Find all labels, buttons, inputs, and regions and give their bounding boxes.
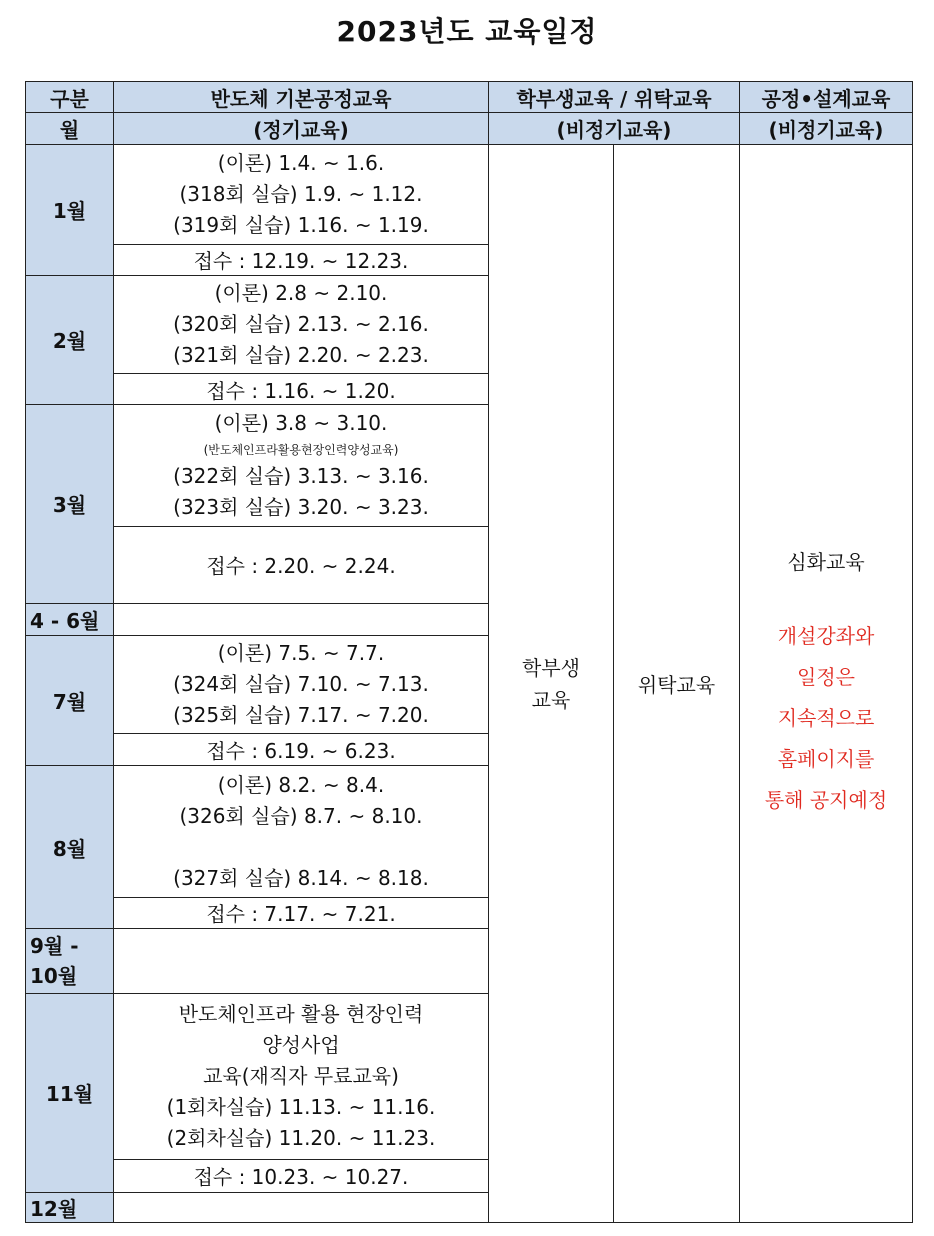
month-aug: 8월: [26, 766, 114, 929]
jul-reception: 접수 : 6.19. ~ 6.23.: [114, 734, 489, 766]
jan-reception: 접수 : 12.19. ~ 12.23.: [114, 244, 489, 275]
header-basic-sub: (정기교육): [114, 113, 489, 145]
undergrad-line: 학부생: [522, 655, 580, 680]
header-gubun: 구분: [26, 82, 114, 113]
jul-schedule: [114, 635, 489, 733]
schedule-line: (이론) 2.8 ~ 2.10.: [214, 280, 388, 305]
aug-reception: 접수 : 7.17. ~ 7.21.: [114, 897, 489, 928]
notice-line: 일정은: [797, 665, 855, 690]
month-apr-jun: 4 - 6월: [26, 603, 114, 635]
month-jan: 1월: [26, 145, 114, 275]
notice-line: 통해 공지예정: [764, 788, 888, 813]
schedule-line: 교육(재직자 무료교육): [203, 1063, 399, 1088]
mar-reception: 접수 : 2.20. ~ 2.24.: [114, 526, 489, 603]
consign-education-cell: 위탁교육: [614, 145, 740, 1223]
feb-reception: 접수 : 1.16. ~ 1.20.: [114, 373, 489, 404]
nov-schedule: [114, 994, 489, 1160]
notice-line: 지속적으로: [777, 706, 875, 731]
month-nov: 11월: [26, 994, 114, 1193]
advanced-notice: [740, 616, 912, 821]
schedule-note: (반도체인프라활용현장인력양성교육): [203, 442, 399, 457]
mar-schedule: [114, 405, 489, 526]
header-undergrad-consign: 학부생교육 / 위탁교육: [489, 82, 740, 113]
month-sep-oct-line: 9월 -: [30, 933, 79, 958]
schedule-line: (321회 실습) 2.20. ~ 2.23.: [173, 342, 429, 367]
schedule-line: (323회 실습) 3.20. ~ 3.23.: [173, 494, 429, 519]
schedule-line: (이론) 7.5. ~ 7.7.: [217, 641, 385, 666]
header-month: 월: [26, 113, 114, 145]
header-row-1: [26, 82, 913, 113]
notice-line: 개설강좌와: [777, 624, 875, 649]
month-sep-oct-line: 10월: [30, 963, 78, 988]
schedule-line: (320회 실습) 2.13. ~ 2.16.: [173, 311, 429, 336]
schedule-table: [25, 81, 913, 1223]
sep-oct-empty: [114, 928, 489, 993]
schedule-line: (322회 실습) 3.13. ~ 3.16.: [173, 463, 429, 488]
month-jul: 7월: [26, 635, 114, 765]
page-title: 2023년도 교육일정: [336, 15, 598, 48]
schedule-line: 양성사업: [262, 1032, 340, 1057]
schedule-line: (326회 실습) 8.7. ~ 8.10.: [179, 803, 423, 828]
advanced-label: 심화교육: [787, 550, 865, 575]
schedule-line: 반도체인프라 활용 현장인력: [178, 1001, 424, 1026]
header-undergrad-consign-sub: (비정기교육): [489, 113, 740, 145]
schedule-line: (325회 실습) 7.17. ~ 7.20.: [173, 703, 429, 728]
month-dec: 12월: [26, 1192, 114, 1222]
header-basic-process: 반도체 기본공정교육: [114, 82, 489, 113]
header-row-2: [26, 113, 913, 145]
apr-jun-empty: [114, 603, 489, 635]
feb-schedule: [114, 275, 489, 373]
notice-line: 홈페이지를: [777, 747, 875, 772]
schedule-line: (327회 실습) 8.14. ~ 8.18.: [173, 865, 429, 890]
schedule-line: (318회 실습) 1.9. ~ 1.12.: [179, 181, 423, 206]
nov-reception: 접수 : 10.23. ~ 10.27.: [114, 1159, 489, 1192]
undergrad-line: 교육: [531, 687, 571, 712]
schedule-line: (이론) 8.2. ~ 8.4.: [217, 772, 385, 797]
schedule-line: (319회 실습) 1.16. ~ 1.19.: [173, 212, 429, 237]
schedule-line: (이론) 1.4. ~ 1.6.: [217, 150, 385, 175]
jan-schedule: [114, 145, 489, 244]
dec-empty: [114, 1192, 489, 1222]
schedule-line: (1회차실습) 11.13. ~ 11.16.: [166, 1094, 436, 1119]
schedule-line: (이론) 3.8 ~ 3.10.: [214, 410, 388, 435]
schedule-line: (2회차실습) 11.20. ~ 11.23.: [166, 1125, 436, 1150]
undergrad-education-cell: [489, 145, 614, 1223]
aug-schedule: [114, 766, 489, 897]
schedule-line: (324회 실습) 7.10. ~ 7.13.: [173, 672, 429, 697]
advanced-education-cell: [740, 145, 913, 1223]
row-jan-schedule: [26, 145, 913, 244]
month-mar: 3월: [26, 405, 114, 604]
header-process-design: 공정•설계교육: [740, 82, 913, 113]
month-feb: 2월: [26, 275, 114, 404]
month-sep-oct: [26, 928, 114, 993]
schedule-gap: [114, 832, 488, 863]
undergrad-label: [489, 652, 613, 716]
header-process-design-sub: (비정기교육): [740, 113, 913, 145]
